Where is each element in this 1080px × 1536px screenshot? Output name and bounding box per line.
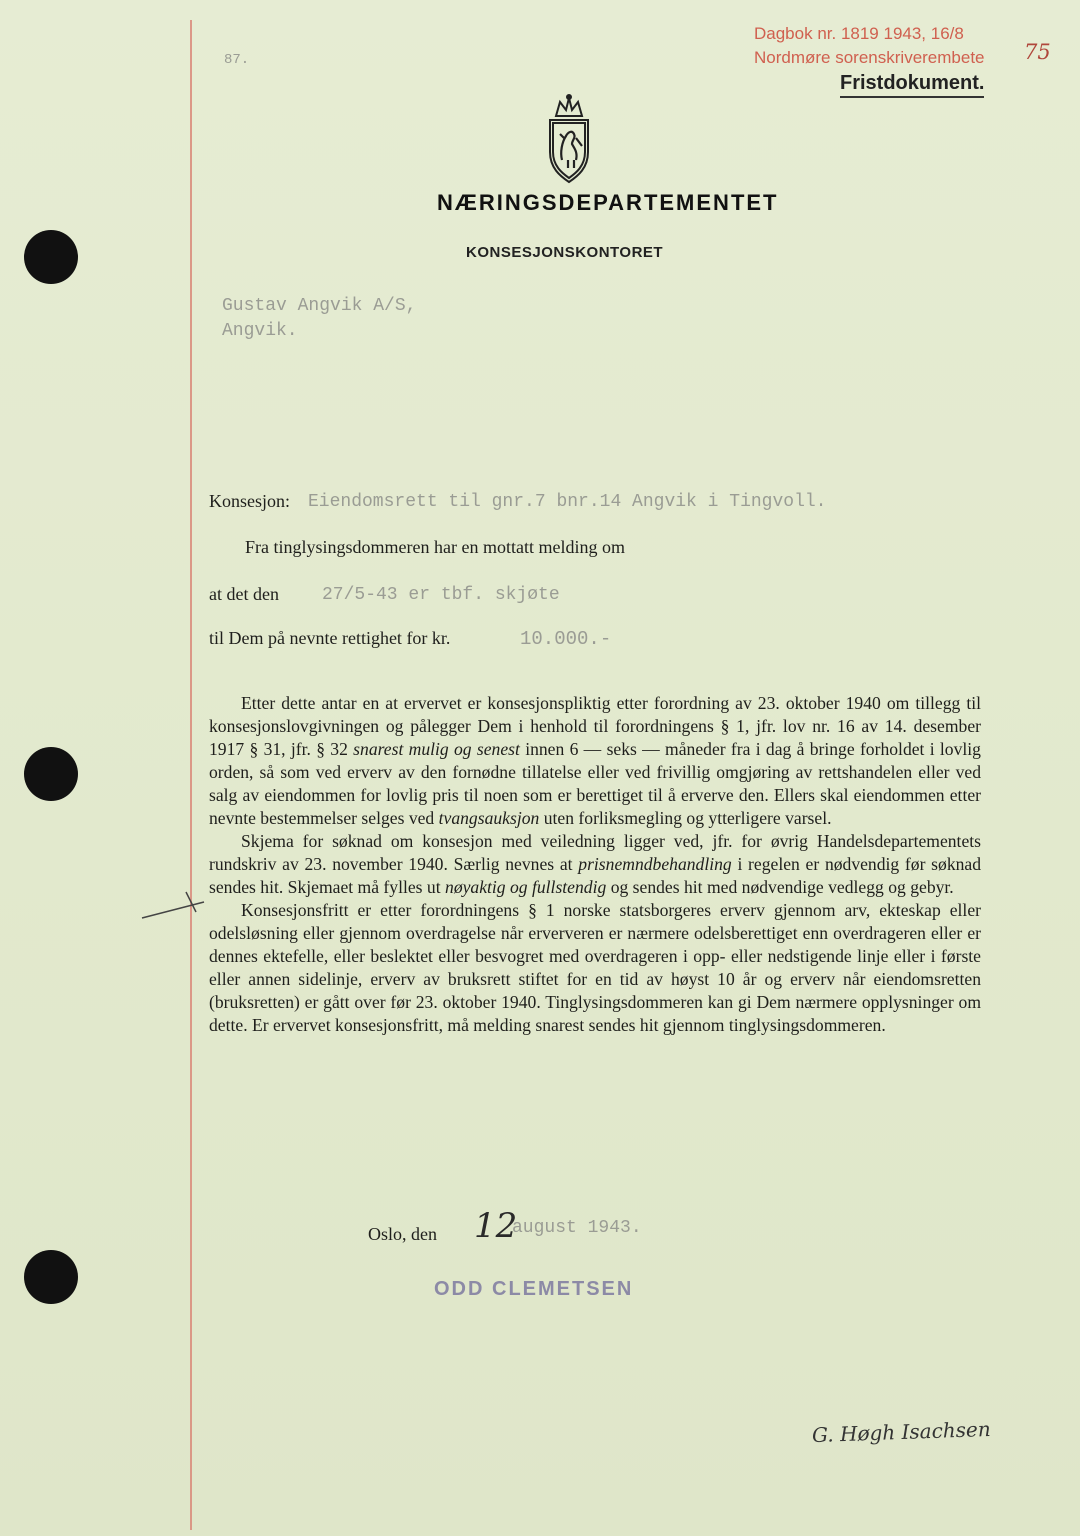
recipient-address: Angvik. xyxy=(222,321,298,341)
date-rest: august 1943. xyxy=(512,1218,642,1238)
date-label: Oslo, den xyxy=(368,1224,437,1244)
konsesjon-label: Konsesjon: xyxy=(209,491,290,511)
coat-of-arms-icon xyxy=(538,94,600,184)
letter-body xyxy=(209,692,981,1037)
fristdokument-stamp: Fristdokument. xyxy=(840,72,984,98)
paragraph-3: Konsesjonsfritt er etter forordningens § 1 norske statsborgeres erverv gjennom arv, ekteskap eller odelsløsning eller gjennom overdragelse når erververen er nærmere odelsberettiget enn overdrageren eller er dennes ektefelle, eller beslektet eller besvogret med overdrageren i opp- eller nedstigende linje eller i første eller annen sidelinje, erverv av bruksrett stiftet for en tid av høyst 10 år og erverv når eiendomsretten (bruksretten) er gått over før 23. oktober 1940. Tinglysingsdommeren kan gi Dem nærmere opplysninger om dette. Er ervervet konsesjonsfritt, må melding snarest sendes hit gjennom tinglysingsdommeren. xyxy=(209,900,981,1035)
recipient-name: Gustav Angvik A/S, xyxy=(222,296,417,316)
signature-stamp: ODD CLEMETSEN xyxy=(434,1278,634,1300)
margin-line xyxy=(190,20,192,1530)
ministry-name: NÆRINGSDEPARTEMENTET xyxy=(437,190,779,215)
signature: G. Høgh Isachsen xyxy=(811,1416,992,1448)
paragraph-2: Skjema for søknad om konsesjon med veiledning ligger ved, jfr. for øvrig Handelsdepartementets rundskriv av 23. november 1940. Særlig nevnes at prisnemndbehandling i regelen er nødvendig før søknad sendes hit. Skjemaet må fylles ut nøyaktig og fullstendig og sendes hit med nødvendige vedlegg og gebyr. xyxy=(209,831,982,897)
office-name: KONSESJONSKONTORET xyxy=(466,244,664,261)
notice-date-value: 27/5-43 er tbf. skjøte xyxy=(322,585,560,605)
konsesjon-value: Eiendomsrett til gnr.7 bnr.14 Angvik i Tingvoll. xyxy=(308,492,827,512)
office-stamp: Nordmøre sorenskriverembete xyxy=(754,48,985,67)
punch-hole xyxy=(24,747,78,801)
notice-line-1: Fra tinglysingsdommeren har en mottatt melding om xyxy=(245,537,625,557)
notice-amount-label: til Dem på nevnte rettighet for kr. xyxy=(209,628,451,648)
notice-amount-value: 10.000.- xyxy=(520,628,612,650)
dagbok-stamp: Dagbok nr. 1819 1943, 16/8 xyxy=(754,24,964,43)
paragraph-1: Etter dette antar en at ervervet er konsesjonspliktig etter forordning av 23. oktober 1940 om tillegg til konsesjonslovgivningen og pålegger Dem i henhold til forordningens § 1, jfr. lov nr. 16 av 14. desember 1917 § 31, jfr. § 32 snarest mulig og senest innen 6 — seks — måneder fra i dag å bringe forholdet i lovlig orden, så som ved erverv av den fornødne tillatelse eller ved frivillig omgjøring av rettshandelen eller ved salg av eiendommen for lovlig pris til noen som er berettiget til å erverve den. Ellers skal eiendommen etter nevnte bestemmelser selges ved tvangsauksjon uten forliksmegling og ytterligere varsel. xyxy=(209,693,981,828)
punch-hole xyxy=(24,230,78,284)
notice-date-label: at det den xyxy=(209,584,279,604)
margin-mark xyxy=(138,888,208,924)
date-day: 12 xyxy=(474,1206,518,1246)
punch-hole xyxy=(24,1250,78,1304)
corner-mark: 87. xyxy=(224,52,250,68)
page-number: 75 xyxy=(1024,40,1051,64)
